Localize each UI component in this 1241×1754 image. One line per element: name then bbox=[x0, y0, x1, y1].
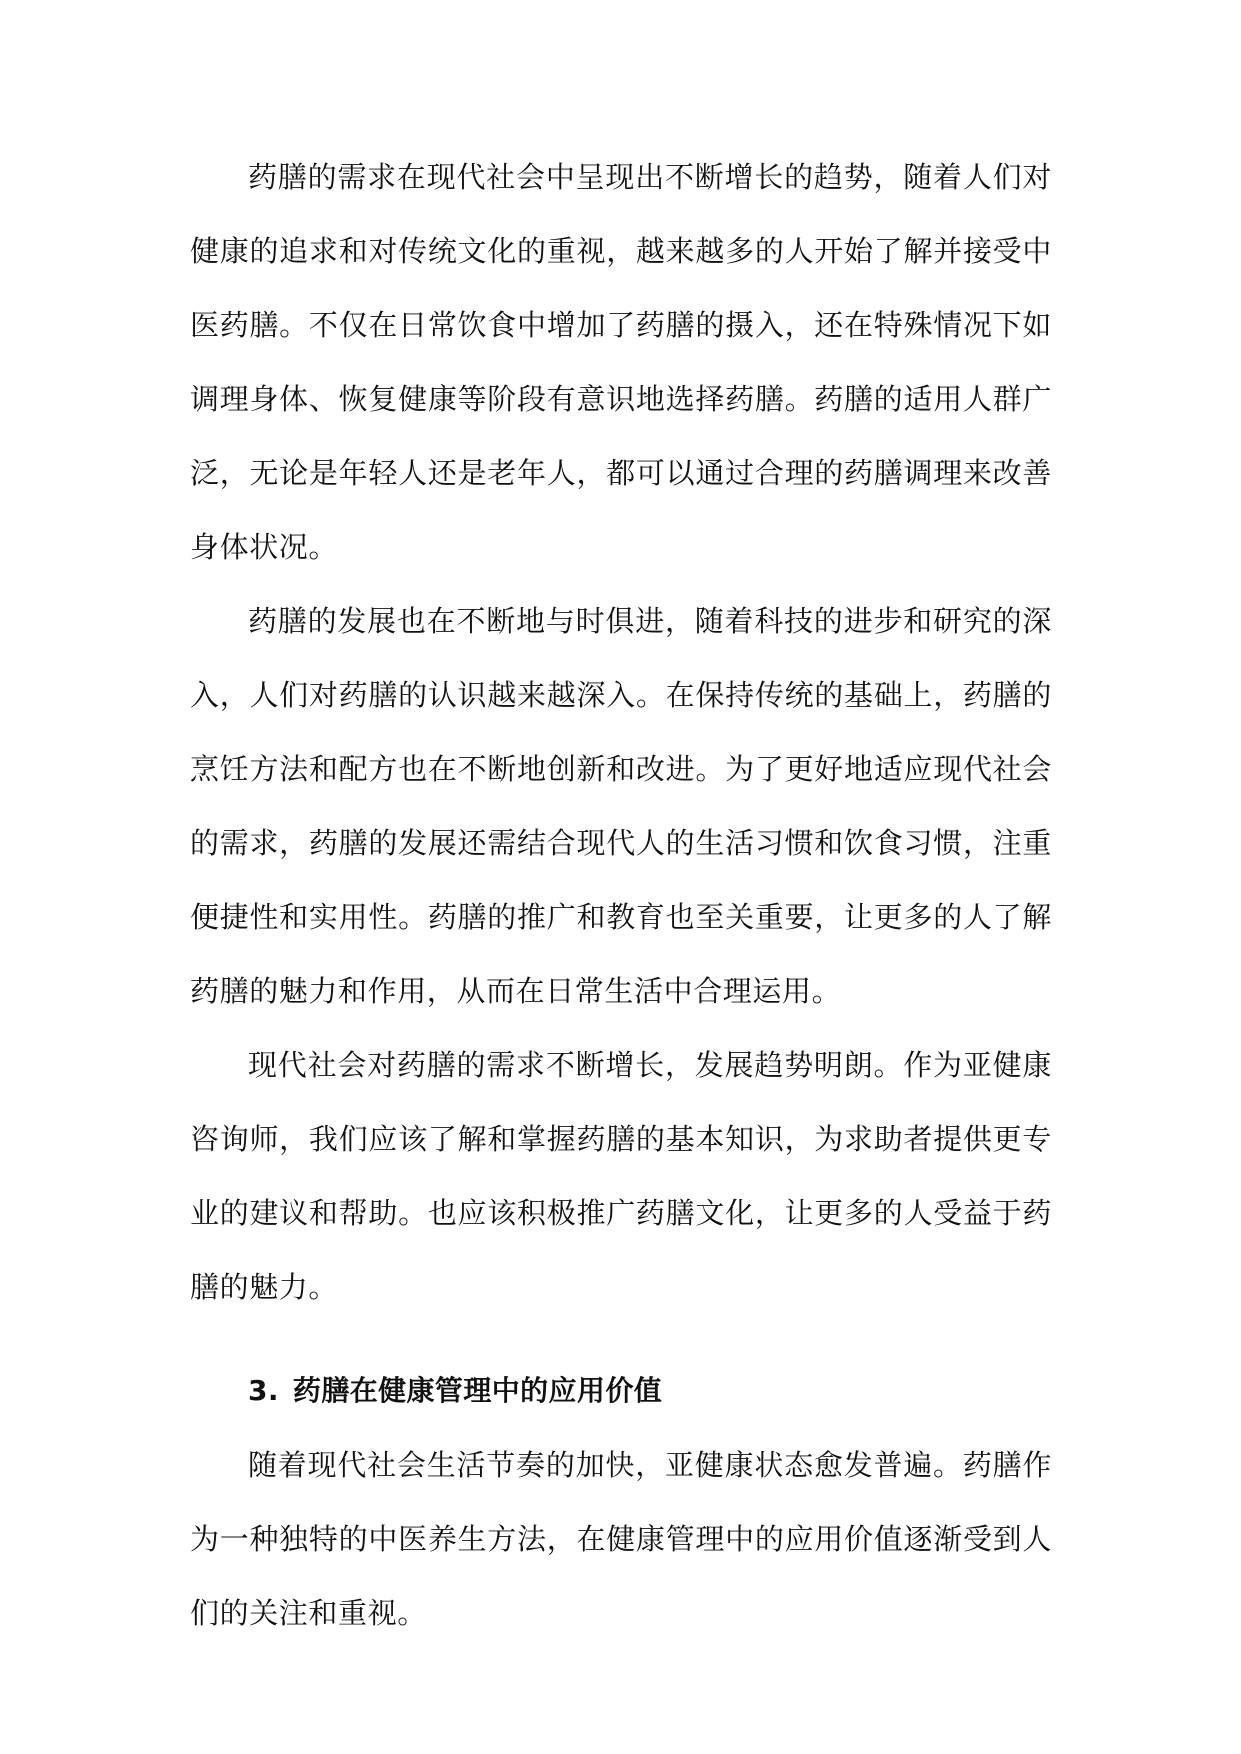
document-body bbox=[190, 140, 1052, 1650]
section-heading bbox=[190, 1354, 1052, 1428]
body-paragraph: 现代社会对药膳的需求不断增长，发展趋势明朗。作为亚健康咨询师，我们应该了解和掌握药膳的基本知识，为求助者提供更专业的建议和帮助。也应该积极推广药膳文化，让更多的人受益于药膳的魅力。 bbox=[190, 1048, 1052, 1304]
section-title: 药膳在健康管理中的应用价值 bbox=[292, 1374, 663, 1407]
body-paragraph: 药膳的发展也在不断地与时俱进，随着科技的进步和研究的深入，人们对药膳的认识越来越深入。在保持传统的基础上，药膳的烹饪方法和配方也在不断地创新和改进。为了更好地适应现代社会的需求，药膳的发展还需结合现代人的生活习惯和饮食习惯，注重便捷性和实用性。药膳的推广和教育也至关重要，让更多的人了解药膳的魅力和作用，从而在日常生活中合理运用。 bbox=[190, 604, 1052, 1008]
body-paragraph: 药膳的需求在现代社会中呈现出不断增长的趋势，随着人们对健康的追求和对传统文化的重视，越来越多的人开始了解并接受中医药膳。不仅在日常饮食中增加了药膳的摄入，还在特殊情况下如调理身体、恢复健康等阶段有意识地选择药膳。药膳的适用人群广泛，无论是年轻人还是老年人，都可以通过合理的药膳调理来改善身体状况。 bbox=[190, 160, 1052, 564]
body-paragraph: 随着现代社会生活节奏的加快，亚健康状态愈发普遍。药膳作为一种独特的中医养生方法，在健康管理中的应用价值逐渐受到人们的关注和重视。 bbox=[190, 1448, 1052, 1630]
section-number: 3. bbox=[248, 1374, 279, 1407]
